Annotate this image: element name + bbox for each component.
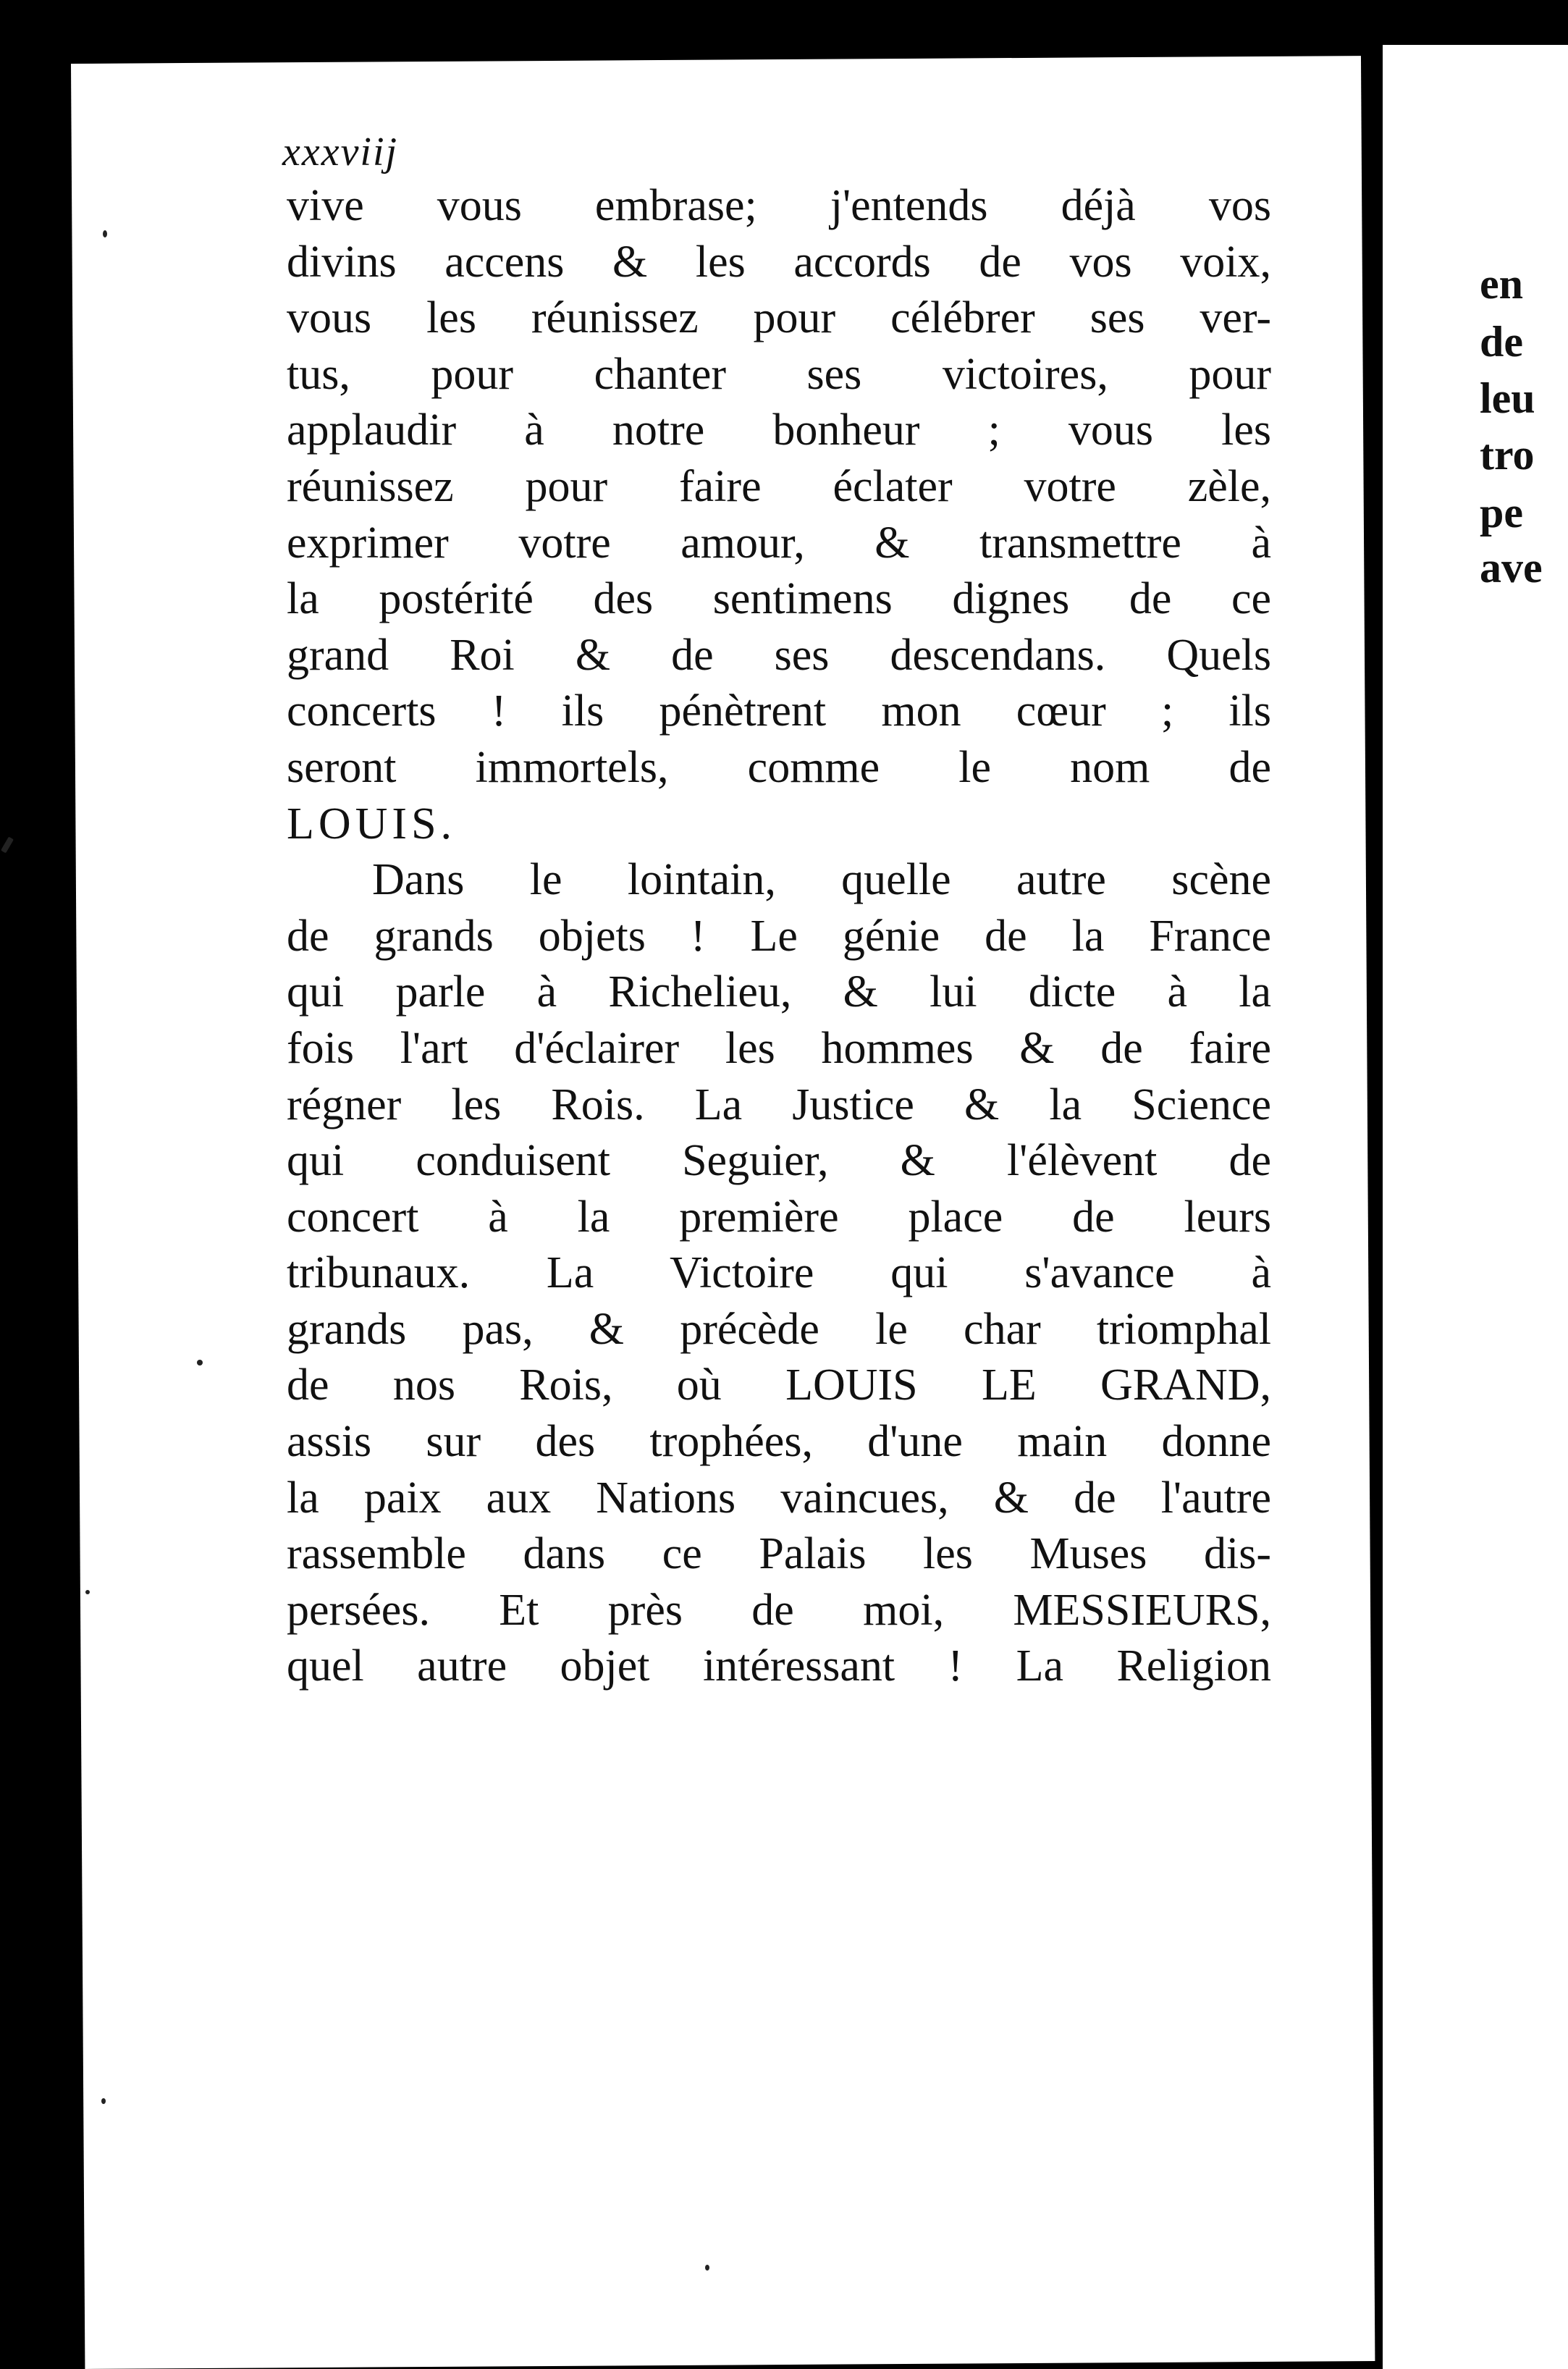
- text-line: persées. Et près de moi, MESSIEURS,: [287, 1585, 1271, 1635]
- text-line: applaudir à notre bonheur ; vous les: [287, 405, 1271, 455]
- text-line: rassemble dans ce Palais les Muses dis-: [287, 1529, 1271, 1579]
- text-line: tus, pour chanter ses victoires, pour: [287, 349, 1271, 399]
- scan-speck: [101, 2098, 106, 2104]
- scan-speck: [1, 836, 14, 853]
- text-line: vive vous embrase; j'entends déjà vos: [287, 181, 1271, 230]
- text-line: vous les réunissez pour célébrer ses ver-: [287, 293, 1271, 343]
- scan-speck: [103, 230, 107, 237]
- page-number: xxxviij: [282, 130, 399, 174]
- right-page-fragment: leu: [1480, 374, 1535, 422]
- paragraph-start-line: Dans le lointain, quelle autre scène: [372, 855, 1271, 905]
- text-line: grands pas, & précède le char triomphal: [287, 1304, 1271, 1354]
- text-line: concert à la première place de leurs: [287, 1192, 1271, 1242]
- text-line: régner les Rois. La Justice & la Science: [287, 1080, 1271, 1129]
- text-line: concerts ! ils pénètrent mon cœur ; ils: [287, 686, 1271, 736]
- right-page-fragment: tro: [1480, 431, 1535, 479]
- text-line: assis sur des trophées, d'une main donne: [287, 1417, 1271, 1467]
- right-page-fragment: ave: [1480, 544, 1543, 592]
- text-line: de grands objets ! Le génie de la France: [287, 911, 1271, 961]
- text-line: quel autre objet intéressant ! La Religion: [287, 1641, 1271, 1691]
- text-line: grand Roi & de ses descendans. Quels: [287, 630, 1271, 680]
- text-line: de nos Rois, où LOUIS LE GRAND,: [287, 1360, 1271, 1410]
- text-line: réunissez pour faire éclater votre zèle,: [287, 461, 1271, 511]
- right-page-fragment: de: [1480, 318, 1523, 366]
- scan-speck: [705, 2265, 709, 2271]
- text-line: exprimer votre amour, & transmettre à: [287, 518, 1271, 568]
- text-line: la paix aux Nations vaincues, & de l'autre: [287, 1473, 1271, 1523]
- text-line: fois l'art d'éclairer les hommes & de faire: [287, 1023, 1271, 1073]
- scan-speck: [85, 1590, 90, 1594]
- right-page-fragment: en: [1480, 260, 1523, 308]
- right-page: [1383, 45, 1568, 2369]
- body-text: [287, 178, 1271, 1695]
- text-line: seront immortels, comme le nom de: [287, 742, 1271, 792]
- text-line: qui parle à Richelieu, & lui dicte à la: [287, 967, 1271, 1017]
- text-line: LOUIS.: [287, 799, 457, 849]
- scan-speck: [197, 1360, 203, 1366]
- text-line: tribunaux. La Victoire qui s'avance à: [287, 1248, 1271, 1298]
- text-line: divins accens & les accords de vos voix,: [287, 237, 1271, 287]
- text-line: la postérité des sentimens dignes de ce: [287, 574, 1271, 624]
- right-page-fragment: pe: [1480, 489, 1523, 537]
- text-line: qui conduisent Seguier, & l'élèvent de: [287, 1136, 1271, 1186]
